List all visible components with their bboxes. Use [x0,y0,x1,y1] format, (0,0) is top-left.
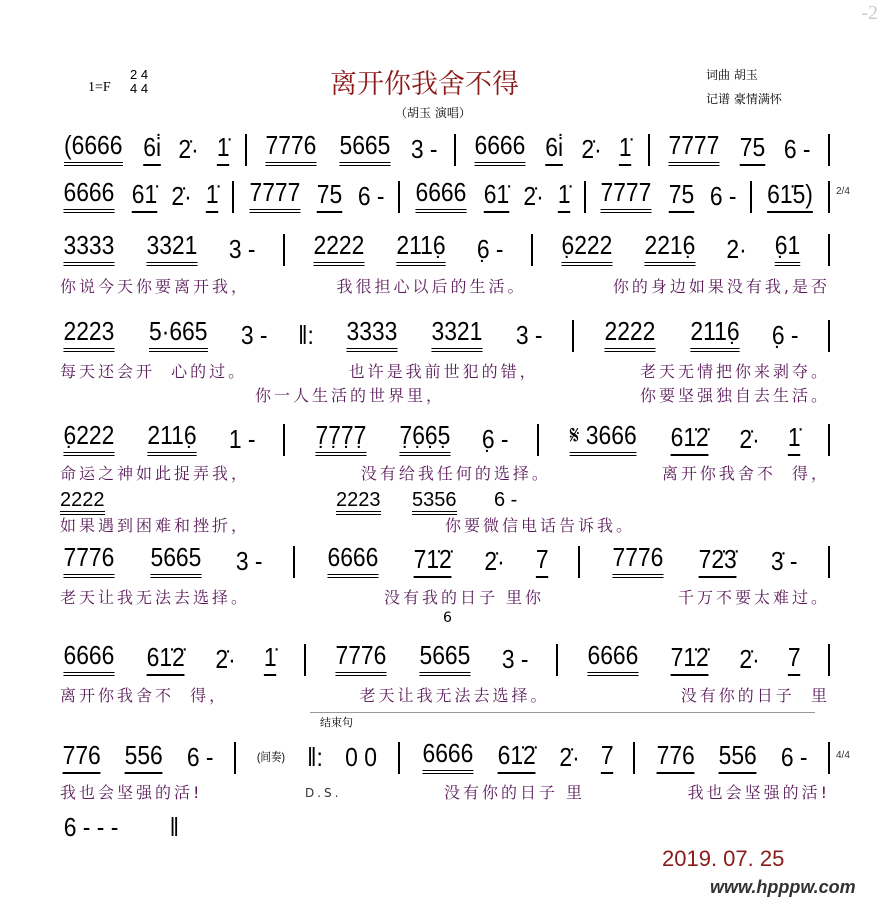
note-group: 61̇2̇ [147,642,185,676]
note-group: 7777 [601,177,652,213]
note-group: 3333 [346,316,397,352]
bar-line [398,181,400,213]
note-group: 2222 [605,316,656,352]
lyrics-line [60,686,830,706]
time-change-4-4: 4/4 [836,750,850,761]
lyrics-line [60,386,830,406]
bar-line [454,134,456,166]
note-group: 2116̣ [397,230,446,266]
notation-row [60,812,180,844]
time-change-2-4: 2/4 [836,186,850,197]
note-group: 6 - [357,181,385,211]
bar-line [537,424,539,456]
note-group: 3 - [515,320,543,350]
lyric-segment: 命运之神如此捉弄我， [60,464,251,483]
note-group: 6666 [422,738,473,774]
note-group: 61̇2̇ [498,740,536,774]
lyrics-line [60,277,830,297]
page-number: -2 [861,2,878,24]
note-group: 1̇ [206,179,219,213]
lyric-segment: 离开你我舍不 得， [661,464,830,483]
alt-notes-c [412,489,457,511]
note-group: 2̇· [214,644,236,674]
date: 2019. 07. 25 [662,846,785,871]
note-group: 1̇ [788,422,801,456]
lyric-segment: 离开你我舍不 得， [60,686,229,705]
lyric-segment: 每天还会开 心的过。 [60,362,248,381]
note-group: 7776 [266,130,317,166]
bar-line [633,742,635,774]
lyric-segment: 如果遇到困难和挫折， [60,516,251,535]
bar-line [293,546,295,578]
note-group: 2216̣ [645,230,696,266]
bar-line [556,644,558,676]
note-group: 556 [125,740,163,774]
note-group: 2116̣ [690,316,739,352]
note-group: 2· [726,234,747,264]
bar-line [828,320,830,352]
note-group: 1̇ [216,132,229,166]
note-group: 61̇2̇ [670,422,708,456]
note-group: 3 - [241,320,268,350]
note-group: 2222 [314,230,365,266]
note-group: 6666 [63,640,114,676]
note-group: 6 - [186,742,214,772]
note-group: 2̇· [523,181,545,211]
note-group: 6 - [784,134,811,164]
note-group: 2̇· [484,546,505,576]
note-group: 2̇· [738,424,760,454]
note-group: ‖ [169,812,180,842]
note-group: (6666 [64,130,123,166]
notation-row [60,420,830,456]
footnote-6: 6 [443,610,452,626]
note-group: 6̣ - [476,234,504,264]
note-group: ‖: [306,742,323,772]
note-group: 75 [740,132,765,166]
credit-transcriber: 记谱 豪情满怀 [706,92,782,106]
note-group: 6̣1 [775,230,800,266]
song-title: 离开你我舍不得 [330,69,519,100]
note-group: 6i̇ [546,132,564,166]
note-group: 7̣6̣6̣5̣ [399,420,450,456]
lyric-segment: 老天无情把你来剥夺。 [639,362,830,381]
note-group: 3321 [147,230,198,266]
note-group: 1̇ [558,179,571,213]
site-watermark: www.hpppw.com [710,877,856,897]
note-group: 72̇3̇ [699,544,737,578]
note-group: 71̇2̇ [413,544,451,578]
note-group: 556 [719,740,757,774]
ending-bracket [310,712,815,713]
notation-row [60,738,830,774]
note-group: 𝄋 3666 [570,420,637,456]
note-group: 2̇· [739,644,760,674]
bar-line [828,424,830,456]
lyric-segment: 你一人生活的世界里， [254,386,445,405]
lyric-segment: 千万不要太难过。 [677,588,830,607]
note-group: 61̇5) [767,179,813,213]
lyrics-line [60,783,830,803]
alt-notes-b-text: 2223 [336,489,381,515]
notation-row [60,316,830,352]
note-group: 75 [317,179,342,213]
note-group: 5·665 [149,316,208,352]
note-group: 2116̣ [148,420,197,456]
alt-notes-a-text: 2222 [60,489,105,515]
note-group: 0 0 [344,742,377,772]
bar-line [828,134,830,166]
note-group: 61̇ [131,179,156,213]
note-group: 6̣222 [63,420,114,456]
bar-line [584,181,586,213]
note-group: 2̇· [178,134,199,164]
note-group: 1̇ [264,642,277,676]
lyric-segment: 没有我的日子 里你 [383,588,545,607]
bar-line [398,742,400,774]
alt-notes-c-text: 5356 [412,489,457,515]
note-group: 3333 [63,230,114,266]
note-group: 6̣ - [481,424,509,454]
time-signature [130,68,148,96]
bar-line [828,181,830,213]
bar-line [750,181,752,213]
time-signature-bottom: 4 4 [130,81,149,96]
lyric-segment: 老天让我无法去选择。 [60,588,251,607]
lyrics-line [60,516,830,536]
lyric-segment: 我很担心以后的生活。 [336,277,527,296]
note-group: 2̇· [171,181,193,211]
bar-line [828,546,830,578]
lyric-segment: 你要微信电话告诉我。 [445,516,636,535]
note-group: 2223 [63,316,114,352]
lyric-segment: 我也会坚强的活! [687,783,830,802]
note-group: 3 - [410,134,438,164]
alt-notes-d: 6 - [494,489,518,511]
notation-row [60,640,830,676]
alt-notes-a [60,489,105,511]
alt-notes-b [336,489,381,511]
lyrics-line [60,588,830,608]
bar-line [531,234,533,266]
note-group: 6666 [327,542,378,578]
note-group: 7 [788,642,801,676]
note-group: 776 [657,740,695,774]
notation-row [60,542,830,578]
note-group: 6666 [415,177,466,213]
note-group: 3 - [235,546,263,576]
bar-line [234,742,236,774]
note-group: 6 - - - [63,812,119,842]
note-group: 2̇· [559,742,580,772]
note-group: 61̇ [483,179,508,213]
bar-line [828,742,830,774]
notation-row [60,130,830,166]
credit-lyrics-music: 词曲 胡玉 [706,68,758,82]
note-group: 7 [601,740,614,774]
lyric-segment: D.S. [304,786,342,800]
bar-line [572,320,574,352]
note-group: 6666 [475,130,526,166]
bar-line [232,181,234,213]
note-group: 3 - [228,234,256,264]
note-group: (间奏) [256,750,285,764]
bar-line [304,644,306,676]
bar-line [828,644,830,676]
note-group: 7776 [613,542,664,578]
note-group: 6666 [588,640,639,676]
ending-label: 结束句 [320,716,353,729]
key-signature: 1=F [88,80,111,95]
note-group: 5665 [339,130,390,166]
lyric-segment: 你的身边如果没有我,是否 [612,277,830,296]
note-group: 6 - [709,181,737,211]
singer: （胡玉 演唱） [395,106,471,120]
notation-row [60,230,830,266]
bar-line [828,234,830,266]
bar-line [578,546,580,578]
note-group: 6i̇ [143,132,161,166]
note-group: 6 - [780,742,808,772]
note-group: 3̇ - [770,546,798,576]
note-group: 2̇· [581,134,602,164]
note-group: 7776 [63,542,114,578]
note-group: 3321 [432,316,483,352]
notation-row [60,177,830,213]
note-group: 1̇ [619,132,632,166]
lyric-segment: 没有你的日子 里 [680,686,830,705]
lyric-segment: 也许是我前世犯的错， [348,362,539,381]
lyric-segment: 你说今天你要离开我， [60,277,251,296]
note-group: ‖: [298,320,315,350]
note-group: 5665 [419,640,470,676]
note-group: 6̣ - [771,320,799,350]
note-group: 7̣7̣7̣7̣ [315,420,366,456]
note-group: 7777 [249,177,300,213]
lyrics-line [60,362,830,382]
note-group: 6666 [63,177,114,213]
bar-line [648,134,650,166]
note-group: 71̇2̇ [671,642,709,676]
lyric-segment: 老天让我无法去选择。 [359,686,550,705]
lyric-segment: 你要坚强独自去生活。 [639,386,830,405]
note-group: 7776 [335,640,386,676]
note-group: 5665 [150,542,201,578]
bar-line [283,424,285,456]
time-signature-top: 2 4 [130,67,149,82]
lyrics-line [60,464,830,484]
note-group: 6̣222 [562,230,613,266]
lyric-segment: 我也会坚强的活! [60,783,203,802]
note-group: 7 [536,544,549,578]
note-group: 1 - [228,424,256,454]
bar-line [283,234,285,266]
lyric-segment: 没有你的日子 里 [443,783,586,802]
bar-line [245,134,247,166]
note-group: 776 [63,740,101,774]
note-group: 7777 [669,130,720,166]
note-group: 75 [669,179,694,213]
lyric-segment: 没有给我任何的选择。 [360,464,551,483]
note-group: 3 - [501,644,529,674]
